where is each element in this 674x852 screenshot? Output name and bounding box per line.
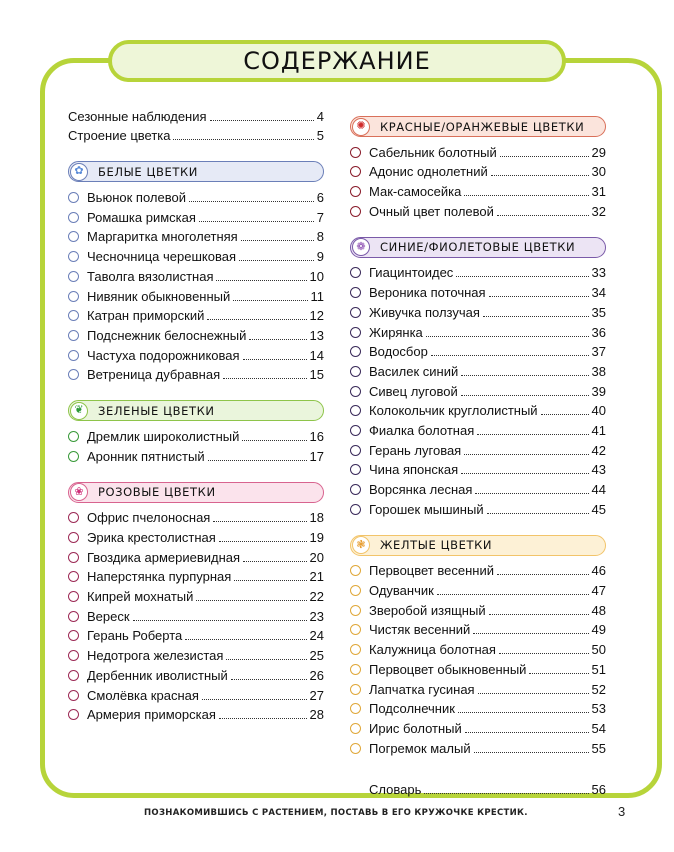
list-item[interactable] [350,359,606,379]
list-item[interactable] [350,399,606,419]
dot-leader [173,139,313,140]
checkbox-circle[interactable] [68,350,79,361]
checkbox-circle[interactable] [68,650,79,661]
entry-label: Подсолнечник [369,701,455,717]
checkbox-circle[interactable] [350,346,361,357]
list-item[interactable] [68,663,324,683]
list-item[interactable] [68,185,324,205]
checkbox-circle[interactable] [350,405,361,416]
entry-page: 7 [316,209,324,225]
entry-page: 35 [591,304,606,320]
dot-leader [483,316,589,317]
list-item[interactable] [350,458,606,478]
entry-page: 52 [591,681,606,697]
entry-label: Подснежник белоснежный [87,327,247,343]
dot-leader [465,732,589,733]
list-item[interactable] [68,604,324,624]
pink-flower-icon: ❀ [70,483,88,501]
title-banner [108,40,566,82]
checkbox-circle[interactable] [68,532,79,543]
list-item[interactable] [350,418,606,438]
entry-page: 51 [591,661,606,677]
checkbox-circle[interactable] [350,464,361,475]
checkbox-circle[interactable] [350,206,361,217]
entry-page: 34 [591,285,606,301]
checkbox-circle[interactable] [350,624,361,635]
page-title: СОДЕРЖАНИЕ [243,47,431,75]
dot-leader [208,460,307,461]
entry-page: 43 [591,462,606,478]
list-item[interactable] [350,199,606,219]
spacer [350,219,606,229]
checkbox-circle[interactable] [68,709,79,720]
list-item[interactable] [68,506,324,526]
dot-leader [497,215,589,216]
list-item[interactable] [68,424,324,444]
entry-label: Чистяк весенний [369,622,471,638]
list-item[interactable] [350,340,606,360]
checkbox-circle[interactable] [350,644,361,655]
entry-page: 23 [309,608,324,624]
entry-label: Ворсянка лесная [369,482,473,497]
checkbox-circle[interactable] [68,690,79,701]
dot-leader [233,300,307,301]
list-item[interactable] [68,343,324,363]
list-item[interactable] [350,618,606,638]
entry-page: 29 [591,144,606,160]
entry-label: Офрис пчелоносная [87,510,211,526]
entry-page: 45 [591,501,606,517]
list-item[interactable] [68,205,324,225]
entry-page: 33 [591,265,606,281]
entry-label: Герань луговая [369,442,462,458]
checkbox-circle[interactable] [68,271,79,282]
checkbox-circle[interactable] [68,212,79,223]
entry-label: Первоцвет обыкновенный [369,661,527,677]
dot-leader [478,693,589,694]
list-item[interactable] [68,244,324,264]
checkbox-circle[interactable] [350,504,361,515]
entry-page: 42 [591,442,606,458]
entry-label: Ромашка римская [87,209,196,225]
dot-leader [243,359,307,360]
list-item[interactable] [68,624,324,644]
entry-page: 25 [309,648,324,664]
checkbox-circle[interactable] [350,147,361,158]
entry-label: Зверобой изящный [369,602,486,618]
entry-label: Вереск [87,608,130,624]
list-item[interactable] [68,643,324,663]
dot-leader [189,201,314,202]
section-header-yellow [350,535,606,556]
checkbox-circle[interactable] [68,231,79,242]
checkbox-circle[interactable] [350,287,361,298]
checkbox-circle[interactable] [350,723,361,734]
entry-page: 44 [591,482,606,497]
entry-label: Таволга вязолистная [87,268,214,284]
list-item[interactable] [68,284,324,304]
dot-leader [199,221,314,222]
dot-leader [489,296,589,297]
entry-label: Вьюнок полевой [87,190,186,206]
list-item[interactable] [350,179,606,199]
dot-leader [431,355,589,356]
entry-label: Маргаритка многолетняя [87,229,238,245]
entry-page: 50 [591,642,606,658]
entry-label: Сивец луговой [369,383,458,399]
entry-label: Смолёвка красная [87,687,199,703]
entry-page: 40 [591,403,606,419]
checkbox-circle[interactable] [68,591,79,602]
entry-label: Словарь [369,782,422,798]
list-item[interactable] [350,697,606,717]
list-item[interactable] [68,264,324,284]
checkbox-circle[interactable] [350,425,361,436]
entry-label: Дербенник иволистный [87,667,228,683]
dot-leader [473,633,588,634]
list-item[interactable] [350,300,606,320]
entry-label: Первоцвет весенний [369,563,494,579]
section-header-white [68,161,324,182]
checkbox-circle[interactable] [68,291,79,302]
entry-page: 14 [309,347,324,363]
entry-label: Чесночница черешковая [87,249,237,265]
entry-label: Колокольчик круглолистный [369,403,538,419]
dot-leader [424,793,588,794]
section-title: РОЗОВЫЕ ЦВЕТКИ [98,485,216,500]
entry-page: 4 [316,108,324,124]
entry-label: Мак-самосейка [369,184,462,200]
dot-leader [475,493,588,494]
checkbox-circle[interactable] [350,327,361,338]
entry-label: Чина японская [369,462,459,478]
entry-page: 17 [309,448,324,464]
section-header-red [350,116,606,137]
dot-leader [239,260,314,261]
dot-leader [223,378,306,379]
list-item[interactable] [350,438,606,458]
checkbox-circle[interactable] [68,670,79,681]
entry-label: Недотрога железистая [87,648,224,664]
yellow-flower-icon: ❃ [352,536,370,554]
list-item[interactable] [350,578,606,598]
entry-page: 11 [310,288,324,304]
entry-page: 16 [309,428,324,444]
section-title: КРАСНЫЕ/ОРАНЖЕВЫЕ ЦВЕТКИ [380,119,585,134]
entry-label: Адонис однолетний [369,164,488,180]
dot-leader [196,600,306,601]
dot-leader [464,195,588,196]
entry-page: 55 [591,740,606,756]
list-item[interactable] [68,545,324,565]
entry-page: 13 [309,327,324,343]
section-title: СИНИЕ/ФИОЛЕТОВЫЕ ЦВЕТКИ [380,240,576,255]
list-item[interactable] [68,525,324,545]
section-header-pink [68,482,324,503]
entry-page: 28 [309,707,324,723]
footer-instruction: ПОЗНАКОМИВШИСЬ С РАСТЕНИЕМ, ПОСТАВЬ В ЕГО КРУЖОЧКЕ КРЕСТИК. [144,808,528,818]
entry-label: Очный цвет полевой [369,203,494,219]
checkbox-circle[interactable] [350,267,361,278]
entry-label: Вероника поточная [369,285,486,301]
entry-page: 27 [309,687,324,703]
checkbox-circle[interactable] [68,310,79,321]
entry-label: Гиацинтоидес [369,265,454,281]
entry-label: Армерия приморская [87,707,216,723]
checkbox-circle[interactable] [350,386,361,397]
entry-page: 38 [591,363,606,379]
entry-label: Нивяник обыкновенный [87,288,231,304]
dot-leader [461,375,588,376]
list-item[interactable] [350,140,606,160]
checkbox-circle[interactable] [350,307,361,318]
dot-leader [133,620,307,621]
dot-leader [499,653,589,654]
entry-label: Герань Роберта [87,628,183,644]
list-item[interactable] [350,677,606,697]
dot-leader [202,699,307,700]
checkbox-circle[interactable] [350,585,361,596]
entry-label: Катран приморский [87,308,205,324]
list-item[interactable] [350,637,606,657]
checkbox-circle[interactable] [350,703,361,714]
checkbox-circle[interactable] [350,366,361,377]
dot-leader [242,440,306,441]
glossary-entry[interactable] [350,778,606,798]
dot-leader [210,120,314,121]
dot-leader [249,339,306,340]
red-flower-icon: ✺ [352,118,370,136]
checkbox-circle[interactable] [68,552,79,563]
entry-page: 20 [309,549,324,565]
entry-page: 15 [309,367,324,383]
section-header-blue [350,237,606,258]
checkbox-circle[interactable] [68,611,79,622]
entry-page: 41 [591,422,606,438]
spacer [68,143,324,153]
entry-label: Живучка ползучая [369,304,480,320]
checkbox-circle[interactable] [68,251,79,262]
entry-label: Строение цветка [68,128,171,144]
checkbox-circle[interactable] [68,451,79,462]
spacer [350,517,606,527]
entry-page: 39 [591,383,606,399]
entry-page: 53 [591,701,606,717]
list-item[interactable] [350,559,606,579]
list-item[interactable] [68,225,324,245]
entry-label: Кипрей мохнатый [87,589,194,605]
entry-label: Эрика крестолистная [87,530,216,545]
dot-leader [241,240,314,241]
entry-label: Водосбор [369,344,428,360]
checkbox-circle[interactable] [68,369,79,380]
entry-label: Гвоздика армериевидная [87,549,241,565]
entry-label: Ирис болотный [369,720,462,736]
dot-leader [226,659,306,660]
checkbox-circle[interactable] [68,431,79,442]
entry-label: Погремок малый [369,740,471,756]
entry-label: Аронник пятнистый [87,448,205,464]
list-item[interactable] [350,716,606,736]
list-item[interactable] [68,683,324,703]
list-item[interactable] [68,304,324,324]
dot-leader [231,679,307,680]
dot-leader [426,336,589,337]
entry-page: 21 [309,569,324,585]
right-column [350,108,606,797]
list-item[interactable] [350,379,606,399]
entry-label: Сабельник болотный [369,144,497,160]
checkbox-circle[interactable] [68,192,79,203]
entry-page: 36 [591,324,606,340]
dot-leader [497,574,589,575]
list-item[interactable] [68,323,324,343]
entry-label: Дремлик широколистный [87,428,240,444]
entry-page: 30 [591,164,606,180]
list-item[interactable] [68,565,324,585]
dot-leader [234,580,306,581]
dot-leader [216,280,306,281]
checkbox-circle[interactable] [350,484,361,495]
section-title: ЖЕЛТЫЕ ЦВЕТКИ [380,538,493,553]
dot-leader [219,718,307,719]
dot-leader [464,454,588,455]
dot-leader [529,673,588,674]
entry-page: 6 [316,190,324,206]
entry-page: 48 [591,602,606,618]
checkbox-circle[interactable] [68,512,79,523]
section-title: ЗЕЛЕНЫЕ ЦВЕТКИ [98,403,215,418]
entry-label: Жирянка [369,324,423,340]
dot-leader [461,395,589,396]
dot-leader [185,639,306,640]
entry-label: Лапчатка гусиная [369,681,475,697]
section-header-green [68,400,324,421]
entry-page: 9 [316,249,324,265]
entry-page: 19 [309,530,324,545]
checkbox-circle[interactable] [350,166,361,177]
entry-page: 31 [591,184,606,200]
checkbox-circle[interactable] [350,684,361,695]
dot-leader [243,561,306,562]
entry-label: Василек синий [369,363,459,379]
entry-label: Сезонные наблюдения [68,108,207,124]
page-footer [0,802,674,832]
entry-label: Частуха подорожниковая [87,347,240,363]
checkbox-circle[interactable] [68,571,79,582]
entry-page: 18 [309,510,324,526]
dot-leader [219,541,307,542]
checkbox-circle[interactable] [350,445,361,456]
checkbox-circle[interactable] [350,565,361,576]
purple-flower-icon: ❁ [352,238,370,256]
dot-leader [474,752,589,753]
dot-leader [458,712,589,713]
toc-entry[interactable] [68,104,324,124]
entry-page: 47 [591,583,606,599]
entry-page: 24 [309,628,324,644]
section-title: БЕЛЫЕ ЦВЕТКИ [98,164,198,179]
checkbox-circle[interactable] [350,605,361,616]
spacer [68,382,324,392]
dot-leader [461,473,588,474]
entry-page: 10 [309,268,324,284]
dot-leader [487,513,589,514]
entry-label: Одуванчик [369,583,434,599]
list-item[interactable] [350,497,606,517]
list-item[interactable] [68,444,324,464]
list-item[interactable] [350,657,606,677]
list-item[interactable] [350,280,606,300]
checkbox-circle[interactable] [350,743,361,754]
page-number: 3 [618,804,626,819]
list-item[interactable] [350,261,606,281]
list-item[interactable] [350,320,606,340]
left-column [68,104,324,722]
entry-page: 26 [309,667,324,683]
checkbox-circle[interactable] [68,330,79,341]
dot-leader [489,614,589,615]
dot-leader [207,319,306,320]
list-item[interactable] [350,736,606,756]
spacer [68,464,324,474]
list-item[interactable] [350,598,606,618]
entry-page: 12 [309,308,324,324]
entry-label: Ветреница дубравная [87,367,221,383]
entry-page: 32 [591,203,606,219]
entry-page: 49 [591,622,606,638]
dot-leader [437,594,589,595]
dot-leader [213,521,306,522]
checkbox-circle[interactable] [350,186,361,197]
entry-page: 8 [316,229,324,245]
dot-leader [477,434,588,435]
list-item[interactable] [350,477,606,497]
dot-leader [541,414,589,415]
entry-label: Калужница болотная [369,642,496,658]
entry-page: 37 [591,344,606,360]
green-leaf-icon: ❦ [70,402,88,420]
list-item[interactable] [68,363,324,383]
list-item[interactable] [68,584,324,604]
list-item[interactable] [350,160,606,180]
dot-leader [456,276,588,277]
entry-label: Горошек мышиный [369,501,484,517]
entry-label: Наперстянка пурпурная [87,569,232,585]
entry-page: 46 [591,563,606,579]
list-item[interactable] [68,703,324,723]
dot-leader [500,156,589,157]
entry-page: 54 [591,720,606,736]
entry-page: 22 [309,589,324,605]
checkbox-circle[interactable] [350,664,361,675]
toc-entry[interactable] [68,124,324,144]
entry-page: 56 [591,782,606,798]
entry-label: Фиалка болотная [369,422,475,438]
white-flower-icon: ✿ [70,163,88,181]
entry-page: 5 [316,128,324,144]
dot-leader [491,175,589,176]
checkbox-circle[interactable] [68,630,79,641]
